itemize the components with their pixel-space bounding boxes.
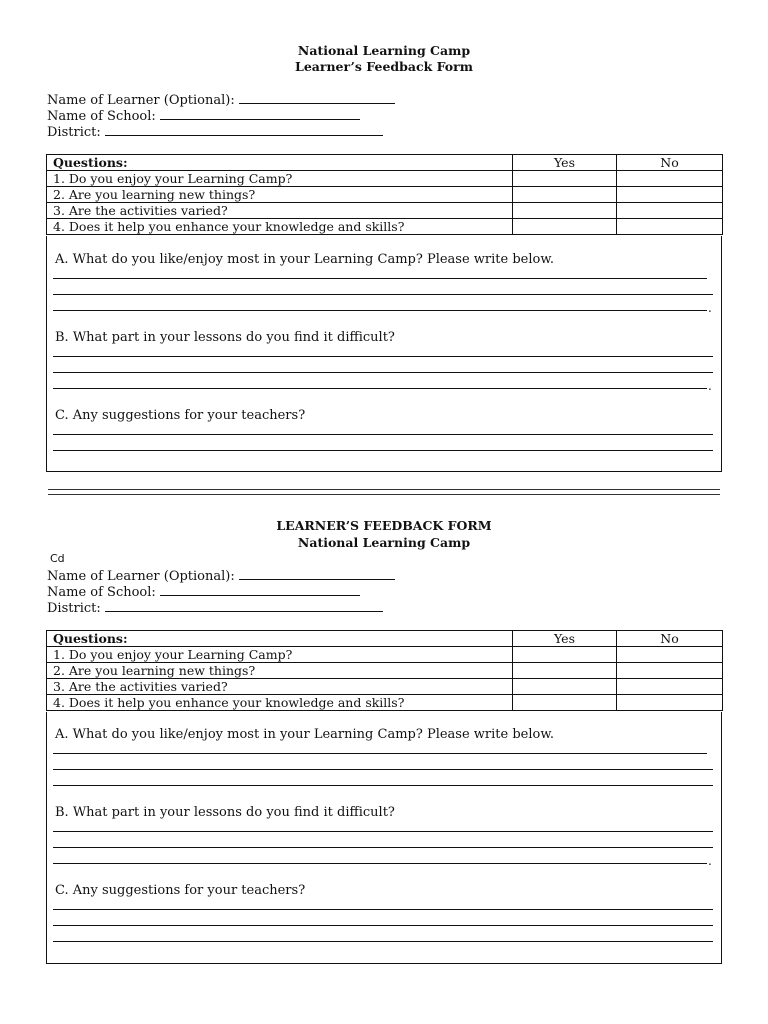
no-cell[interactable] xyxy=(617,663,723,679)
yes-cell[interactable] xyxy=(513,187,617,203)
no-cell[interactable] xyxy=(617,679,723,695)
name-label: Name of Learner (Optional): xyxy=(47,93,235,108)
answer-line[interactable] xyxy=(53,450,713,451)
form2-title-line1: LEARNER’S FEEDBACK FORM xyxy=(276,518,492,533)
answer-line[interactable] xyxy=(53,769,713,770)
answer-line[interactable] xyxy=(53,388,707,389)
question-b-prompt: B. What part in your lessons do you find it difficult? xyxy=(55,805,395,820)
table-row xyxy=(47,679,723,695)
table-row xyxy=(47,647,723,663)
answer-line[interactable] xyxy=(53,372,713,373)
table-header-row xyxy=(47,155,723,171)
name-blank[interactable] xyxy=(239,567,395,580)
question-a-prompt: A. What do you like/enjoy most in your Learning Camp? Please write below. xyxy=(55,252,555,267)
question-text: 3. Are the activities varied? xyxy=(47,679,513,695)
yes-cell[interactable] xyxy=(513,171,617,187)
table-row xyxy=(47,171,723,187)
yes-cell[interactable] xyxy=(513,203,617,219)
answer-line[interactable] xyxy=(53,909,713,910)
no-cell[interactable] xyxy=(617,219,723,235)
form2-district-field[interactable] xyxy=(47,599,383,617)
yes-cell[interactable] xyxy=(513,647,617,663)
form1-open-questions-box xyxy=(46,236,722,472)
district-blank[interactable] xyxy=(105,599,383,612)
form1-title-line2: Learner’s Feedback Form xyxy=(295,59,473,74)
yes-cell[interactable] xyxy=(513,663,617,679)
question-text: 2. Are you learning new things? xyxy=(47,187,513,203)
school-label: Name of School: xyxy=(47,109,156,124)
district-label: District: xyxy=(47,601,101,616)
answer-line[interactable] xyxy=(53,294,713,295)
question-a-prompt: A. What do you like/enjoy most in your Learning Camp? Please write below. xyxy=(55,727,555,742)
name-label: Name of Learner (Optional): xyxy=(47,569,235,584)
question-c-prompt: C. Any suggestions for your teachers? xyxy=(55,883,306,898)
answer-line[interactable] xyxy=(53,925,713,926)
form2-title-line2: National Learning Camp xyxy=(297,535,471,550)
school-blank[interactable] xyxy=(160,583,360,596)
yes-header: Yes xyxy=(513,631,617,647)
table-row xyxy=(47,219,723,235)
answer-line[interactable] xyxy=(53,278,707,279)
question-text: 4. Does it help you enhance your knowledge and skills? xyxy=(47,695,513,711)
table-header-row xyxy=(47,631,723,647)
no-cell[interactable] xyxy=(617,187,723,203)
question-c-prompt: C. Any suggestions for your teachers? xyxy=(55,408,306,423)
no-cell[interactable] xyxy=(617,647,723,663)
line-end-period: . xyxy=(708,301,712,315)
yes-header: Yes xyxy=(513,155,617,171)
answer-line[interactable] xyxy=(53,310,707,311)
answer-line[interactable] xyxy=(53,941,713,942)
table-row xyxy=(47,663,723,679)
no-header: No xyxy=(617,155,723,171)
line-end-period: . xyxy=(708,379,712,393)
district-label: District: xyxy=(47,125,101,140)
yes-cell[interactable] xyxy=(513,219,617,235)
answer-line[interactable] xyxy=(53,847,713,848)
line-end-period: . xyxy=(708,854,712,868)
form2-questions-table xyxy=(46,630,723,711)
question-b-prompt: B. What part in your lessons do you find it difficult? xyxy=(55,330,395,345)
questions-header: Questions: xyxy=(47,155,513,171)
answer-line[interactable] xyxy=(53,753,707,754)
answer-line[interactable] xyxy=(53,863,707,864)
answer-line[interactable] xyxy=(53,831,713,832)
answer-line[interactable] xyxy=(53,356,713,357)
questions-header: Questions: xyxy=(47,631,513,647)
form1-title-line1: National Learning Camp xyxy=(297,43,471,58)
yes-cell[interactable] xyxy=(513,679,617,695)
district-blank[interactable] xyxy=(105,123,383,136)
form1-questions-table xyxy=(46,154,723,235)
question-text: 1. Do you enjoy your Learning Camp? xyxy=(47,647,513,663)
form2-open-questions-box xyxy=(46,712,722,964)
question-text: 2. Are you learning new things? xyxy=(47,663,513,679)
answer-line[interactable] xyxy=(53,785,713,786)
yes-cell[interactable] xyxy=(513,695,617,711)
table-row xyxy=(47,203,723,219)
name-blank[interactable] xyxy=(239,91,395,104)
table-row xyxy=(47,187,723,203)
form-separator xyxy=(48,489,720,495)
handwritten-mark: Cd xyxy=(50,552,65,565)
no-cell[interactable] xyxy=(617,171,723,187)
no-cell[interactable] xyxy=(617,203,723,219)
table-row xyxy=(47,695,723,711)
question-text: 3. Are the activities varied? xyxy=(47,203,513,219)
form1-district-field[interactable] xyxy=(47,123,383,141)
no-cell[interactable] xyxy=(617,695,723,711)
no-header: No xyxy=(617,631,723,647)
answer-line[interactable] xyxy=(53,434,713,435)
question-text: 1. Do you enjoy your Learning Camp? xyxy=(47,171,513,187)
question-text: 4. Does it help you enhance your knowledge and skills? xyxy=(47,219,513,235)
school-blank[interactable] xyxy=(160,107,360,120)
school-label: Name of School: xyxy=(47,585,156,600)
